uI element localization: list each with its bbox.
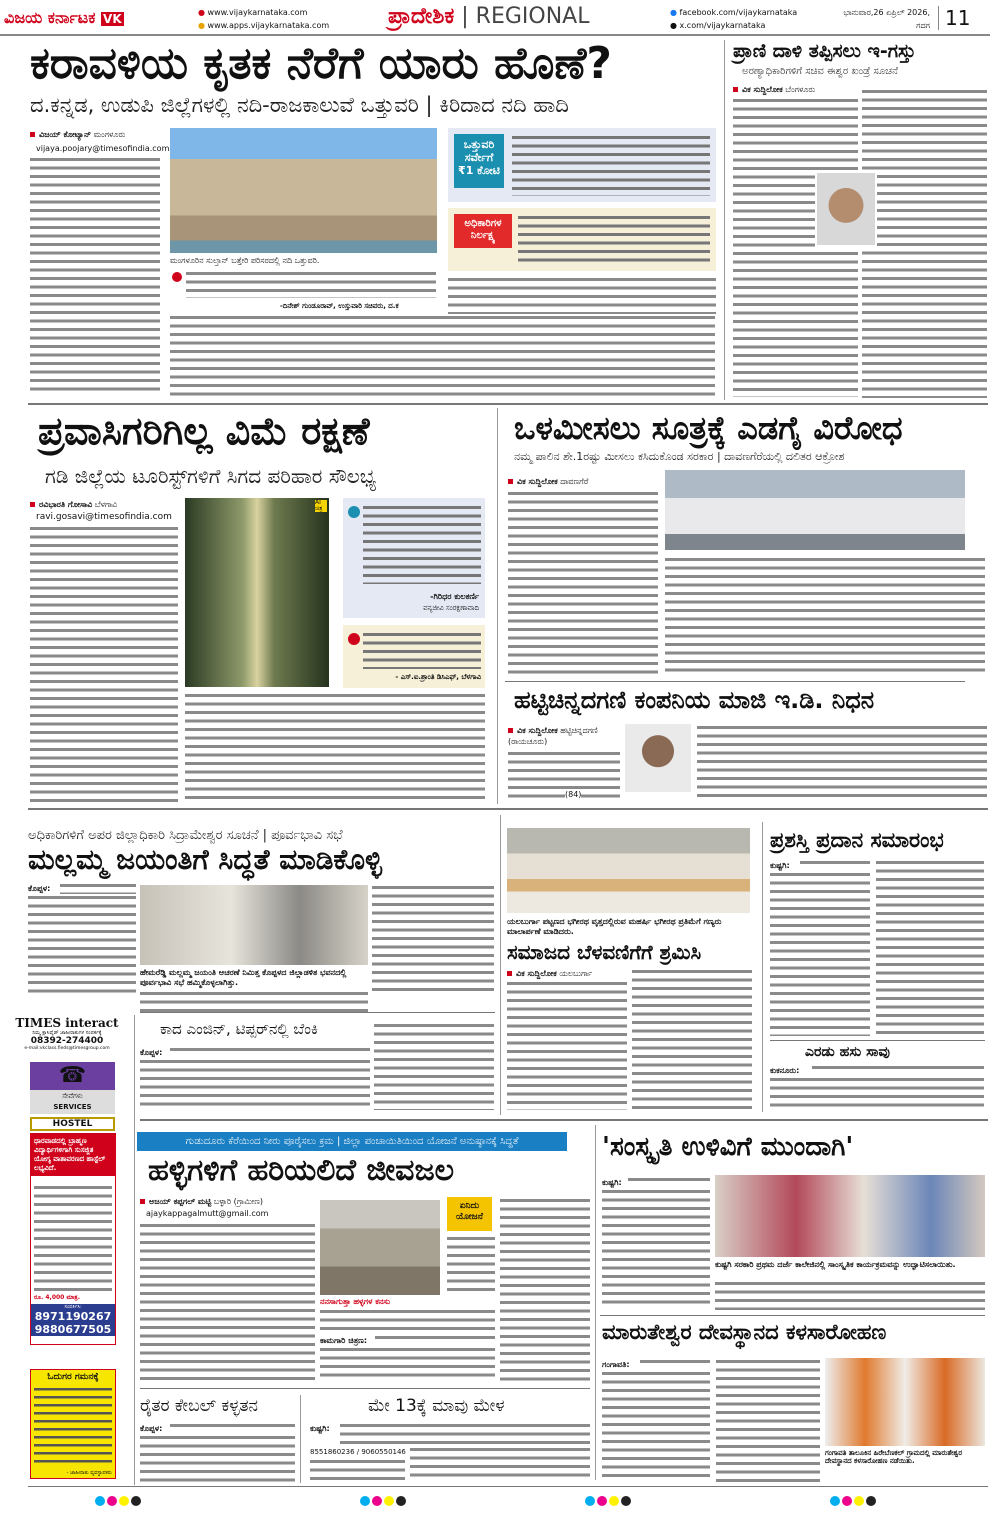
registration-marks	[95, 1496, 141, 1506]
meeting-photo	[140, 885, 368, 965]
lead-headline: ಕರಾವಳಿಯ ಕೃತಕ ನೆರೆಗೆ ಯಾರು ಹೊಣೆ?	[30, 38, 612, 89]
forest-subhead: ಅರಣ್ಯಾಧಿಕಾರಿಗಳಿಗೆ ಸಚಿವ ಈಶ್ವರ ಖಂಡ್ರೆ ಸೂಚನೆ	[742, 66, 898, 77]
facebook-link[interactable]	[670, 6, 797, 19]
article-body-text	[876, 859, 984, 1036]
article-body-text	[447, 1235, 495, 1295]
minister-portrait	[815, 171, 877, 247]
article-body-text	[140, 990, 368, 1012]
section-divider	[505, 681, 965, 682]
box-text	[518, 214, 710, 266]
logo	[4, 8, 124, 28]
quote-box-blue	[343, 498, 485, 618]
byline-name: ವಿಕ ಸುದ್ದಿಲೋಕ	[742, 85, 783, 94]
water-kicker: ಗುಡುದೂರು ಕೆರೆಯಿಂದ ನೀರು ಪೂರೈಸಲು ಕ್ರಮ | ಜಿಲ್ಲಾ ಪಂಚಾಯಿತಿಯಿಂದ ಯೋಜನೆ ಅನುಷ್ಠಾನಕ್ಕೆ ಸಿದ್ಧತೆ	[137, 1132, 567, 1151]
mallamma-headline: ಮಲ್ಲಮ್ಮ ಜಯಂತಿಗೆ ಸಿದ್ಧತೆ ಮಾಡಿಕೊಳ್ಳಿ	[28, 843, 383, 876]
article-body-text	[508, 750, 620, 802]
section-kn: ಪ್ರಾದೇಶಿಕ	[388, 4, 455, 29]
lake-site-photo	[320, 1200, 440, 1295]
contact-phone[interactable]: 9880677505	[34, 1323, 112, 1336]
article-body-text	[628, 1176, 710, 1186]
article-body-text	[862, 88, 987, 398]
notice-title: ಓದುಗರ ಗಮನಕ್ಕೆ	[47, 1372, 99, 1382]
quote-box-yellow	[343, 625, 485, 688]
forest-hiker-photo	[185, 498, 329, 687]
water-headline: ಹಳ್ಳಿಗಳಿಗೆ ಹರಿಯಲಿದೆ ಜೀವಜಲ	[148, 1153, 455, 1188]
photo-caption: ಕುಷ್ಟಗಿ ಸರಕಾರಿ ಪ್ರಥಮ ದರ್ಜೆ ಕಾಲೇಜಿನಲ್ಲಿ ಸಾಂಸ್ಕೃತಿಕ ಕಾರ್ಯಕ್ರಮವನ್ನು ಉದ್ಘಾಟಿಸಲಾಯಿತು.	[715, 1260, 956, 1269]
byline-name: ವಿಜಯ್ ಕೋಟ್ಯಾನ್	[39, 130, 92, 139]
cows-headline: ಎರಡು ಹಸು ಸಾವು	[805, 1044, 890, 1060]
culture-headline: 'ಸಂಸ್ಕೃತಿ ಉಳಿವಿಗೆ ಮುಂದಾಗಿ'	[602, 1132, 854, 1162]
hostel-price: ರೂ. 4,000 ಮಾತ್ರ.	[34, 1294, 80, 1301]
byline-place: ದಾವಣಗೆರೆ	[560, 477, 589, 486]
hostel-heading: HOSTEL	[30, 1117, 115, 1131]
article-body-text	[770, 1076, 984, 1112]
byline-name: ವಿಕ ಸುದ್ದಿಲೋಕ	[517, 477, 558, 486]
facebook-text: facebook.com/vijaykarnataka	[679, 8, 798, 17]
article-body-text	[310, 1458, 405, 1482]
tourist-headline: ಪ್ರವಾಸಿಗರಿಗಿಲ್ಲ ವಿಮೆ ರಕ್ಷಣೆ	[38, 409, 370, 453]
tourist-byline	[30, 500, 117, 510]
dateline: ಕೊಪ್ಪಳ:	[140, 1048, 163, 1057]
article-body-text	[30, 525, 178, 805]
contact-label: ಸಂಪರ್ಕಿಸಿ:	[64, 1304, 82, 1310]
tourist-email: ravi.gosavi@timesofindia.com	[36, 512, 172, 522]
dateline: ಕುಷ್ಟಗಿ:	[770, 861, 790, 870]
protest-photo	[665, 470, 965, 550]
article-body-text	[140, 1058, 370, 1110]
page-number: 11	[938, 6, 970, 30]
section-divider	[140, 1388, 590, 1389]
services-banner	[30, 1062, 115, 1114]
statue-garland-photo	[507, 828, 750, 913]
obituary-portrait	[625, 724, 691, 792]
article-body-text	[320, 1346, 495, 1382]
article-body-text	[28, 894, 136, 994]
negligence-tag: ಅಧಿಕಾರಿಗಳ ನಿರ್ಲಕ್ಷ್ಯ	[454, 214, 512, 248]
edition: ಗದಗ	[916, 21, 930, 30]
logo-text: ವಿಜಯ ಕರ್ನಾಟಕ	[4, 8, 96, 27]
masthead	[0, 0, 990, 36]
date: ಭಾನುವಾರ,26 ಏಪ್ರಿಲ್ 2026,	[843, 8, 930, 17]
section-divider	[140, 1119, 988, 1121]
byline-place: ಹಟ್ಟಿಚಿನ್ನದಗಣಿ (ರಾಯಚೂರು)	[508, 726, 598, 746]
article-body-text	[640, 1358, 710, 1368]
photo-caption: ಗಂಗಾವತಿ ತಾಲೂಕಿನ ಹಿರೇಬೆಣಕಲ್ ಗ್ರಾಮದಲ್ಲಿ ಮಾರುತೇಶ್ವರ ದೇವಸ್ಥಾನದ ಕಳಸಾರೋಹಣ ನಡೆಯಿತು.	[825, 1449, 963, 1466]
registration-marks	[360, 1496, 406, 1506]
article-body-text	[30, 156, 160, 394]
article-body-text	[715, 1280, 985, 1310]
byline-place: ಬಳ್ಳಾರಿ (ಗ್ರಾಮೀಣ)	[213, 1197, 264, 1206]
water-byline	[140, 1197, 263, 1207]
quote-bullet-icon	[172, 272, 182, 282]
times-interact-logo: TIMES interact	[15, 1016, 119, 1030]
quote-attribution: - ಎಸ್.ಐ.ಶ್ರಾಂತಿ ಡಿಸಿಎಫ್, ಬೆಳಗಾವಿ	[395, 673, 481, 681]
lead-subhead: ದ.ಕನ್ನಡ, ಉಡುಪಿ ಜಿಲ್ಲೆಗಳಲ್ಲಿ ನದಿ-ರಾಜಕಾಲುವೆ ಒತ್ತುವರಿ | ಕಿರಿದಾದ ನದಿ ಹಾದಿ	[30, 93, 569, 117]
quote-attribution: -ಗಿರಿಧರ ಕುಲಕರ್ಣಿ	[430, 592, 479, 601]
samaja-byline	[507, 969, 592, 979]
ai-image-badge: AI ಚಿತ್ರ	[315, 500, 327, 512]
tourist-subhead: ಗಡಿ ಜಿಲ್ಲೆಯ ಟೂರಿಸ್ಟ್‌ಗಳಿಗೆ ಸಿಗದ ಪರಿಹಾರ ಸೌಲಭ್ಯ	[45, 464, 377, 488]
article-body-text	[374, 1022, 494, 1110]
article-body-text	[185, 692, 485, 804]
quote-bullet-icon	[348, 633, 360, 645]
hostel-ad[interactable]	[30, 1133, 116, 1345]
section-divider	[140, 1012, 495, 1013]
article-body-text	[632, 968, 752, 1110]
mango-headline: ಮೇ 13ಕ್ಕೆ ಮಾವು ಮೇಳ	[368, 1396, 505, 1416]
article-body-text	[448, 276, 716, 314]
dateline: ಕುಷ್ಟಗಿ:	[602, 1178, 622, 1187]
contact-phone: 8551860236 / 9060550146	[310, 1448, 406, 1456]
website-link[interactable]	[198, 6, 329, 19]
ad-phone: 08392-274400	[30, 1036, 104, 1046]
award-headline: ಪ್ರಶಸ್ತಿ ಪ್ರದಾನ ಸಮಾರಂಭ	[770, 828, 944, 852]
dateline: ಕುಷ್ಟಗಿ:	[310, 1424, 330, 1433]
x-text: x.com/vijaykarnataka	[679, 21, 766, 30]
photo-caption: ಯಲಬುರ್ಗಾ ಪಟ್ಟಣದ ಭಗೀರಥ ವೃತ್ತದಲ್ಲಿರುವ ಮಹರ್ಷಿ ಭಗೀರಥ ಪ್ರತಿಮೆಗೆ ಗಣ್ಯರು ಮಾಲಾರ್ಪಣೆ ಮಾಡಿದರು.	[507, 917, 722, 936]
reservation-headline: ಒಳಮೀಸಲು ಸೂತ್ರಕ್ಕೆ ಎಡಗೈ ವಿರೋಧ	[514, 409, 903, 447]
column-divider	[595, 1125, 596, 1480]
reservation-subhead: ನಮ್ಮ ಪಾಲಿನ ಶೇ.1ರಷ್ಟು ಮೀಸಲು ಕಸಿದುಕೊಂಡ ಸರಕಾರ | ದಾವಣಗೆರೆಯಲ್ಲಿ ದಲಿತರ ಆಕ್ರೋಶ	[514, 450, 845, 463]
article-body-text	[170, 1422, 295, 1432]
cable-headline: ರೈತರ ಕೇಬಲ್ ಕಳ್ಳತನ	[140, 1396, 258, 1416]
byline-place: ಬೆಳಗಾವಿ	[94, 500, 118, 509]
quote-attribution: -ದಿನೇಶ್ ಗುಂಡೂರಾವ್, ಉಸ್ತುವಾರಿ ಸಚಿವರು, ದ.ಕ	[280, 302, 399, 310]
notice-text	[34, 1386, 112, 1464]
hostel-headline: ಧಾರವಾಡದಲ್ಲಿ ಬ್ರಾಹ್ಮಣ ವಿದ್ಯಾರ್ಥಿಗಳಿಗಾಗಿ ಸುಸಜ್ಜಿತ ಯೋಗ್ಯ ವಾತಾವರಣದ ಹಾಸ್ಟೆಲ್ ಲಭ್ಯವಿದೆ.	[31, 1134, 115, 1176]
telephone-icon: ☎	[58, 1063, 87, 1088]
article-body-text	[665, 556, 985, 676]
section-divider	[770, 1040, 985, 1041]
logo-badge: VK	[103, 12, 122, 26]
column-divider	[134, 1015, 135, 1485]
notice-signature: - ಜಾಹೀರಾತು ವ್ಯವಸ್ಥಾಪಕರು	[66, 1470, 112, 1476]
article-body-text	[697, 724, 987, 802]
sub-label: ಕಾಮಗಾರಿ ಚಿತ್ರಣ:	[320, 1336, 368, 1345]
article-body-text	[375, 1334, 495, 1344]
college-event-photo	[715, 1175, 985, 1257]
article-body-text	[372, 884, 494, 994]
apps-text: www.apps.vijaykarnataka.com	[207, 21, 330, 30]
negligence-box	[448, 208, 716, 271]
byline-name: ವಿಕ ಸುದ್ದಿಲೋಕ	[517, 726, 558, 735]
quote-text	[363, 504, 481, 584]
photo-caption: ನನಸಾಗುತ್ತಾ ಹಳ್ಳಗಳ ಕನಸು	[320, 1297, 391, 1306]
quote-role: ವನ್ಯಜೀವಿ ಸಂರಕ್ಷಣಾವಾದಿ	[423, 604, 479, 612]
section-divider	[28, 403, 988, 405]
apps-link[interactable]	[198, 19, 329, 32]
facebook-icon: ●	[670, 8, 677, 17]
scheme-text	[500, 1197, 590, 1382]
article-body-text	[716, 1358, 820, 1482]
column-divider	[500, 815, 501, 1115]
samaja-headline: ಸಮಾಜದ ಬೆಳವಣಿಗೆಗೆ ಶ್ರಮಿಸಿ	[507, 940, 702, 964]
byline-place: ಯಲಬುರ್ಗಾ	[559, 969, 593, 978]
lead-byline	[30, 130, 125, 140]
registration-marks	[830, 1496, 876, 1506]
column-divider	[497, 408, 498, 804]
services-en: SERVICES	[53, 1103, 92, 1111]
temple-ceremony-photo	[825, 1358, 985, 1446]
article-body-text	[170, 314, 715, 396]
registration-marks	[585, 1496, 631, 1506]
scheme-tag: ಏನಿದು ಯೋಜನೆ	[447, 1197, 492, 1231]
byline-name: ಅಜಯ್ ಕಪ್ಪಗಲ್ ಮಟ್ಟಿ	[149, 1197, 212, 1206]
article-body-text	[340, 1422, 590, 1444]
ad-subtitle: ನಿಮ್ಮ ಕ್ಲಾಸಿಫೈಡ್ ಜಾಹೀರಾತುಗಳ ಸಂಪರ್ಕಕ್ಕೆ	[32, 1030, 102, 1036]
times-interact-ad[interactable]	[4, 1016, 130, 1051]
section-divider	[28, 808, 988, 810]
quote-text	[186, 270, 436, 298]
byline-place: ಮಂಗಳೂರು	[93, 130, 126, 139]
dateline: ಕೊಪ್ಪಳ:	[140, 1424, 163, 1433]
quote-text	[363, 631, 481, 669]
x-link[interactable]	[670, 19, 797, 32]
dateline: ಕುಕನೂರು:	[770, 1066, 800, 1075]
readers-notice	[30, 1369, 116, 1479]
lead-email: vijaya.poojary@timesofindia.com	[36, 144, 170, 153]
forest-headline: ಪ್ರಾಣಿ ದಾಳಿ ತಪ್ಪಿಸಲು ಇ-ಗಸ್ತು	[733, 40, 916, 62]
photo-caption: ಮಂಗಳೂರಿನ ಸುಲ್ತಾನ್ ಬತ್ತೇರಿ ಪರಿಸರದಲ್ಲಿ ನದಿ ಒತ್ತುವರಿ.	[170, 256, 320, 265]
article-body-text	[812, 1064, 984, 1074]
hatti-byline	[508, 725, 622, 747]
age-label: (84)	[565, 790, 582, 799]
box-text	[512, 134, 710, 196]
article-body-text	[733, 97, 858, 397]
app-icon: ●	[198, 21, 205, 30]
contact-phone[interactable]: 8971190267	[34, 1310, 112, 1323]
column-divider	[724, 40, 725, 400]
article-body-text	[170, 1046, 370, 1056]
section-divider	[600, 1315, 985, 1316]
globe-icon: ●	[198, 8, 205, 17]
river-encroachment-photo	[170, 128, 437, 253]
reservation-byline	[508, 477, 588, 487]
survey-tag: ಒತ್ತುವರಿ ಸರ್ವೇಗೆ ₹1 ಕೋಟಿ	[454, 134, 504, 188]
ad-email: e-mail:vkclass.fieds@timesgroup.com	[24, 1046, 110, 1051]
article-body-text	[507, 980, 627, 1110]
fire-headline: ಕಾದ ಎಂಜಿನ್, ಟಿಪ್ಪರ್‌ನಲ್ಲಿ ಬೆಂಕಿ	[160, 1020, 318, 1038]
temple-headline: ಮಾರುತೇಶ್ವರ ದೇವಸ್ಥಾನದ ಕಳಸಾರೋಹಣ	[602, 1320, 887, 1344]
services-kn: ಸೇವೆಗಳು	[62, 1092, 83, 1100]
article-body-text	[320, 1308, 495, 1332]
forest-byline	[733, 85, 815, 95]
article-body-text	[770, 871, 870, 1036]
page-footer-rule	[28, 1486, 988, 1487]
quote-bullet-icon	[348, 506, 360, 518]
article-body-text	[140, 1222, 315, 1382]
article-body-text	[60, 882, 136, 894]
photo-caption: ಹೇಮರೆಡ್ಡಿ ಮಲ್ಲಮ್ಮ ಜಯಂತಿ ಆಚರಣೆ ನಿಮಿತ್ತ ಕೊಪ್ಪಳದ ಜಿಲ್ಲಾಡಳಿತ ಭವನದಲ್ಲಿ ಪೂರ್ವಭಾವಿ ಸಭೆ ಹಮ್ಮಿಕೊಳ್ಳಲಾಗಿತ್ತು.	[140, 968, 347, 987]
article-body-text	[410, 1446, 590, 1482]
article-body-text	[508, 490, 658, 675]
website-text: www.vijaykarnataka.com	[207, 8, 308, 17]
water-email: ajaykappagalmutt@gmail.com	[146, 1209, 269, 1218]
dateline: ಕೊಪ್ಪಳ:	[28, 884, 51, 893]
mallamma-kicker: ಅಧಿಕಾರಿಗಳಿಗೆ ಅಪರ ಜಿಲ್ಲಾಧಿಕಾರಿ ಸಿದ್ರಾಮೇಶ್ವರ ಸೂಚನೆ | ಪೂರ್ವಭಾವಿ ಸಭೆ	[28, 828, 343, 843]
x-icon: ●	[670, 21, 677, 30]
dateline: ಗಂಗಾವತಿ:	[602, 1360, 630, 1369]
byline-name: ವಿಕ ಸುದ್ದಿಲೋಕ	[516, 969, 557, 978]
column-divider	[300, 1395, 301, 1483]
article-body-text	[602, 1188, 710, 1308]
byline-place: ಬೆಂಗಳೂರು	[785, 85, 816, 94]
survey-box	[448, 128, 716, 202]
byline-name: ರವಿಭಾರತಿ ಗೋಸಾವಿ	[39, 500, 93, 509]
article-body-text	[140, 1434, 295, 1482]
section-title: ಪ್ರಾದೇಶಿಕ | REGIONAL	[388, 4, 590, 29]
article-body-text	[800, 859, 870, 869]
hatti-headline: ಹಟ್ಟಿಚಿನ್ನದಗಣಿ ಕಂಪನಿಯ ಮಾಜಿ ಇ.ಡಿ. ನಿಧನ	[514, 686, 875, 714]
column-divider	[762, 822, 763, 1112]
section-en: REGIONAL	[475, 4, 590, 29]
ad-body-text	[34, 1184, 112, 1292]
article-body-text	[602, 1370, 710, 1482]
